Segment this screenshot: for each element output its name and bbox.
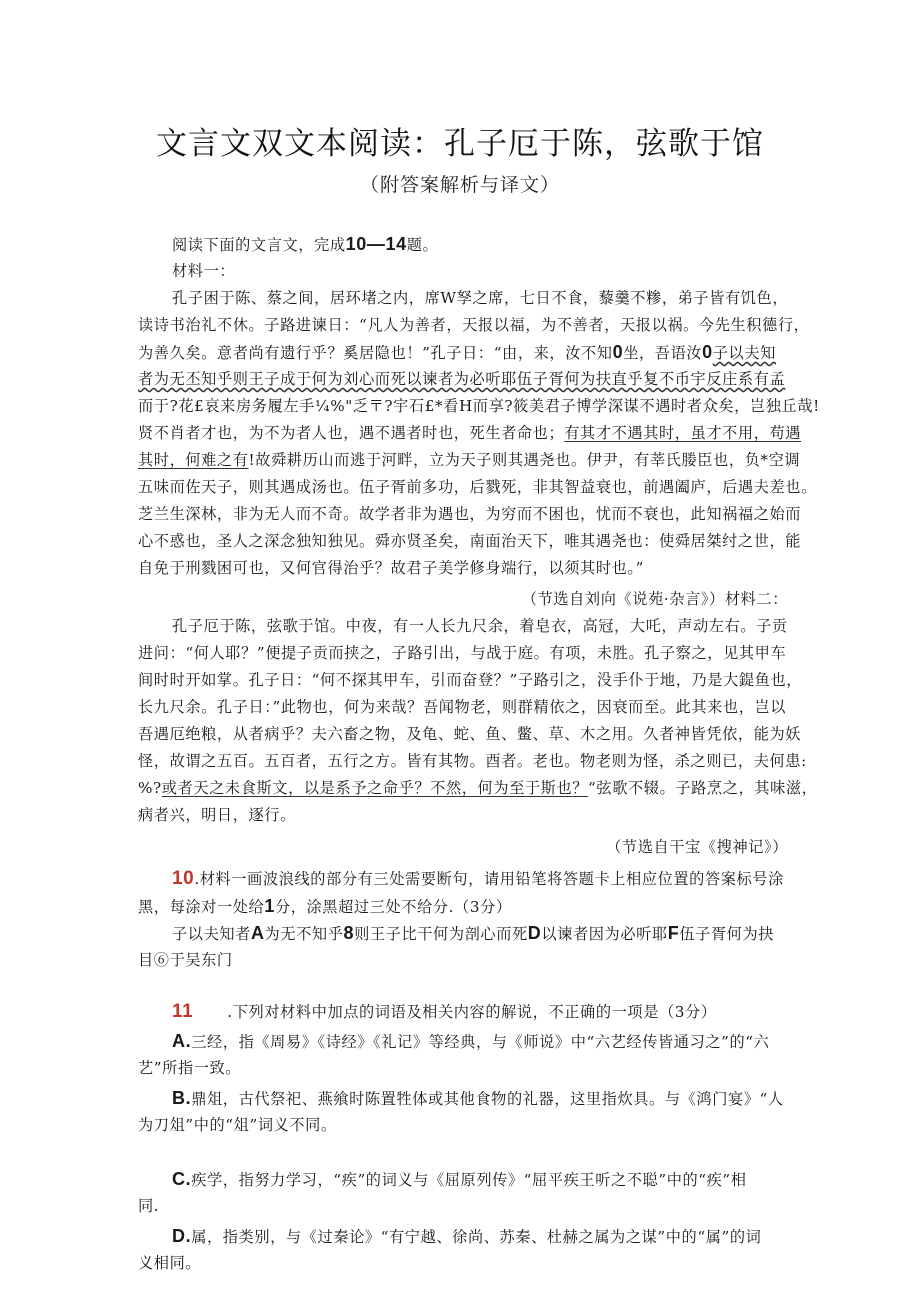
question-text: .下列对材料中加点的词语及相关内容的解说，不正确的一项是（3分）: [227, 1003, 717, 1021]
intro-range: 10—14: [345, 234, 407, 254]
option-text: 以谏者因为必听耶: [541, 925, 668, 943]
question-score: 1: [264, 896, 275, 916]
option-text: 为无不知乎: [264, 925, 344, 943]
m1-line: 芝兰生深林，非为无人而不奇。故学者非为遇也，为穷而不困也，忧而不衰也，此知祸福之始而: [138, 505, 802, 523]
option-label: D.: [172, 1226, 192, 1246]
m1-text: 贤不肖者才也，为不为者人也，遇不遇者时也，死生者命也；: [138, 424, 565, 442]
question-11: [172, 1001, 788, 1023]
question-text: 分，涂黑超过三处不给分.（3分）: [274, 898, 512, 916]
m1-text: !故舜耕历山而逃于河畔，立为天子则其遇尧也。伊尹，有莘氏媵臣也，负*空调: [248, 451, 801, 469]
m1-line: [138, 422, 802, 444]
answer-mark: A: [250, 923, 265, 943]
m1-text: 坐，吾语汝: [623, 344, 703, 362]
option-text: 鼎俎，古代祭祀、燕飨时陈置牲体或其他食物的礼器，这里指炊具。与《鸿门宴》“人: [191, 1090, 784, 1108]
m2-line: 病者兴，明日，逐行。: [138, 806, 296, 824]
m1-text: 为善久矣。意者尚有遗行乎？奚居隐也！”孔子日：“由，来，汝不知: [138, 344, 613, 362]
m1-line: 五味而佐天子，则其遇成汤也。伍子胥前多功，后戮死，非其智益衰也，前遇阖庐，后遇夫差也。: [138, 478, 817, 496]
m2-line: 间时时开如掌。孔子日：“何不探其甲车，引而奋登？”子路引之，没手仆于地，乃是大鍉鱼也，: [138, 671, 803, 689]
m2-text: %?: [138, 779, 162, 797]
m1-mark: 0: [702, 342, 713, 362]
option-text: 子以夫知者: [172, 925, 251, 943]
wavy-text: 子以夫知: [712, 344, 776, 362]
answer-mark: D: [527, 923, 542, 943]
question-10-options: [172, 922, 788, 945]
m2-line: 吾遇厄绝粮，从者病乎？夫六畜之物，及龟、蛇、鱼、鳖、草、木之用。久者神皆凭依，能为妖: [138, 725, 802, 743]
m1-line: 孔子困于陈、蔡之间，居环堵之内，席W孥之席，七日不食，藜羹不糁，弟子皆有饥色，: [172, 289, 789, 307]
m2-line: 孔子厄于陈，弦歌于馆。中夜，有一人长九尺余，着皂衣，高冠，大吒，声动左右。子贡: [172, 617, 788, 635]
underlined-text: 其时，何难之有: [138, 451, 249, 469]
underlined-text: 有其才不遇其时，虽才不用，苟遇: [564, 424, 802, 442]
question-number: 10: [172, 868, 195, 889]
option-B: [172, 1087, 788, 1110]
m2-line: 长九尺余。孔子日：”此物也，何为来哉？吾闻物老，则群精依之，因衰而至。此其来也，岂以: [138, 698, 787, 716]
question-number: 11: [172, 1001, 194, 1022]
wavy-line: 者为无丕知乎则王子成于何为刘心而死以谏者为必听耶伍子胥何为扶直乎复不币宇反庄系有孟: [138, 370, 786, 388]
m2-line: 进问：“何人耶？”便提子贡而挟之，子路引出，与战于庭。有项，未胜。孔子察之，见其甲车: [138, 644, 787, 662]
question-text: .材料一画波浪线的部分有三处需要断句，请用铅笔将答题卡上相应位置的答案标号涂: [194, 870, 784, 888]
material-one-label: 材料一：: [172, 262, 236, 280]
option-text: 疾学，指努力学习，“疾”的词义与《屈原列传》“屈平疾王听之不聪”中的“疾”相: [191, 1171, 747, 1189]
m1-mark: 0: [612, 342, 624, 362]
option-label: C.: [172, 1169, 192, 1189]
option-label: A.: [172, 1031, 192, 1051]
option-A: [172, 1030, 788, 1053]
option-text: 则王子比干何为剖心而死: [354, 925, 528, 943]
option-text: 三经，指《周易》《诗经》《礼记》等经典，与《师说》中“六艺经传皆通习之”的“六: [191, 1033, 770, 1051]
question-text: 黑，每涂对一处给: [138, 898, 265, 916]
option-text: 伍子胥何为抉: [679, 925, 775, 943]
option-label: B.: [172, 1088, 192, 1108]
m2-line: 怪，故谓之五百。五百者，五行之方。皆有其物。酉者。老也。物老则为怪，杀之则已，夫何患:: [138, 752, 807, 770]
option-C: [172, 1168, 788, 1191]
m1-line: 而于?花£哀来房务履左手¼%"乏〒?宇石£*看H而享?筱美君子博学深谋不遇时者众矣，岂独丘哉!: [138, 397, 820, 415]
m2-source: （节选自干宝《搜神记》）: [606, 838, 788, 856]
m1-line: [138, 341, 788, 364]
option-A-cont: 艺”所指一致。: [138, 1059, 242, 1077]
intro-text: 阅读下面的文言文，完成: [172, 236, 346, 254]
underlined-text: 或者天之未食斯文，以是系予之命乎？不然，何为至于斯也？: [161, 779, 589, 797]
option-C-cont: 同.: [138, 1197, 160, 1215]
question-10-line: [138, 895, 788, 918]
page-subtitle: （附答案解析与译文）: [359, 174, 560, 196]
intro-line: [172, 233, 788, 256]
m1-line: 读诗书治礼不休。子路进谏日：“凡人为善者，天报以福，为不善者，天报以祸。今先生积德行，: [138, 316, 810, 334]
m1-source: （节选自刘向《说苑·杂言》）材料二：: [521, 590, 788, 608]
m2-text: “弦歌不辍。子路烹之，其味滋，: [588, 779, 818, 797]
m1-line: 心不惑也，圣人之深念独知独见。舜亦贤圣矣，南面治天下，唯其遇尧也：使舜居桀纣之世，能: [138, 532, 802, 550]
m2-line: [138, 777, 818, 799]
m1-line: [138, 449, 801, 471]
option-D: [172, 1225, 788, 1248]
intro-text-end: 题。: [406, 236, 439, 254]
question-10-options-cont: 目⑥于吴东门: [138, 951, 233, 969]
answer-mark: F: [667, 923, 680, 943]
question-10: [172, 868, 788, 890]
answer-mark: 8: [343, 923, 355, 943]
option-D-cont: 义相同。: [138, 1254, 202, 1272]
option-B-cont: 为刀俎”中的“俎”词义不同。: [138, 1116, 337, 1134]
m1-line: 自免于刑戮困可也，又何官得治乎？故君子美学修身端行，以须其时也。”: [138, 559, 644, 577]
option-text: 属，指类别，与《过秦论》“有宁越、徐尚、苏秦、杜赫之属为之谋”中的“属”的词: [191, 1228, 762, 1246]
page-title: 文言文双文本阅读：孔子厄于陈，弦歌于馆: [156, 126, 764, 162]
